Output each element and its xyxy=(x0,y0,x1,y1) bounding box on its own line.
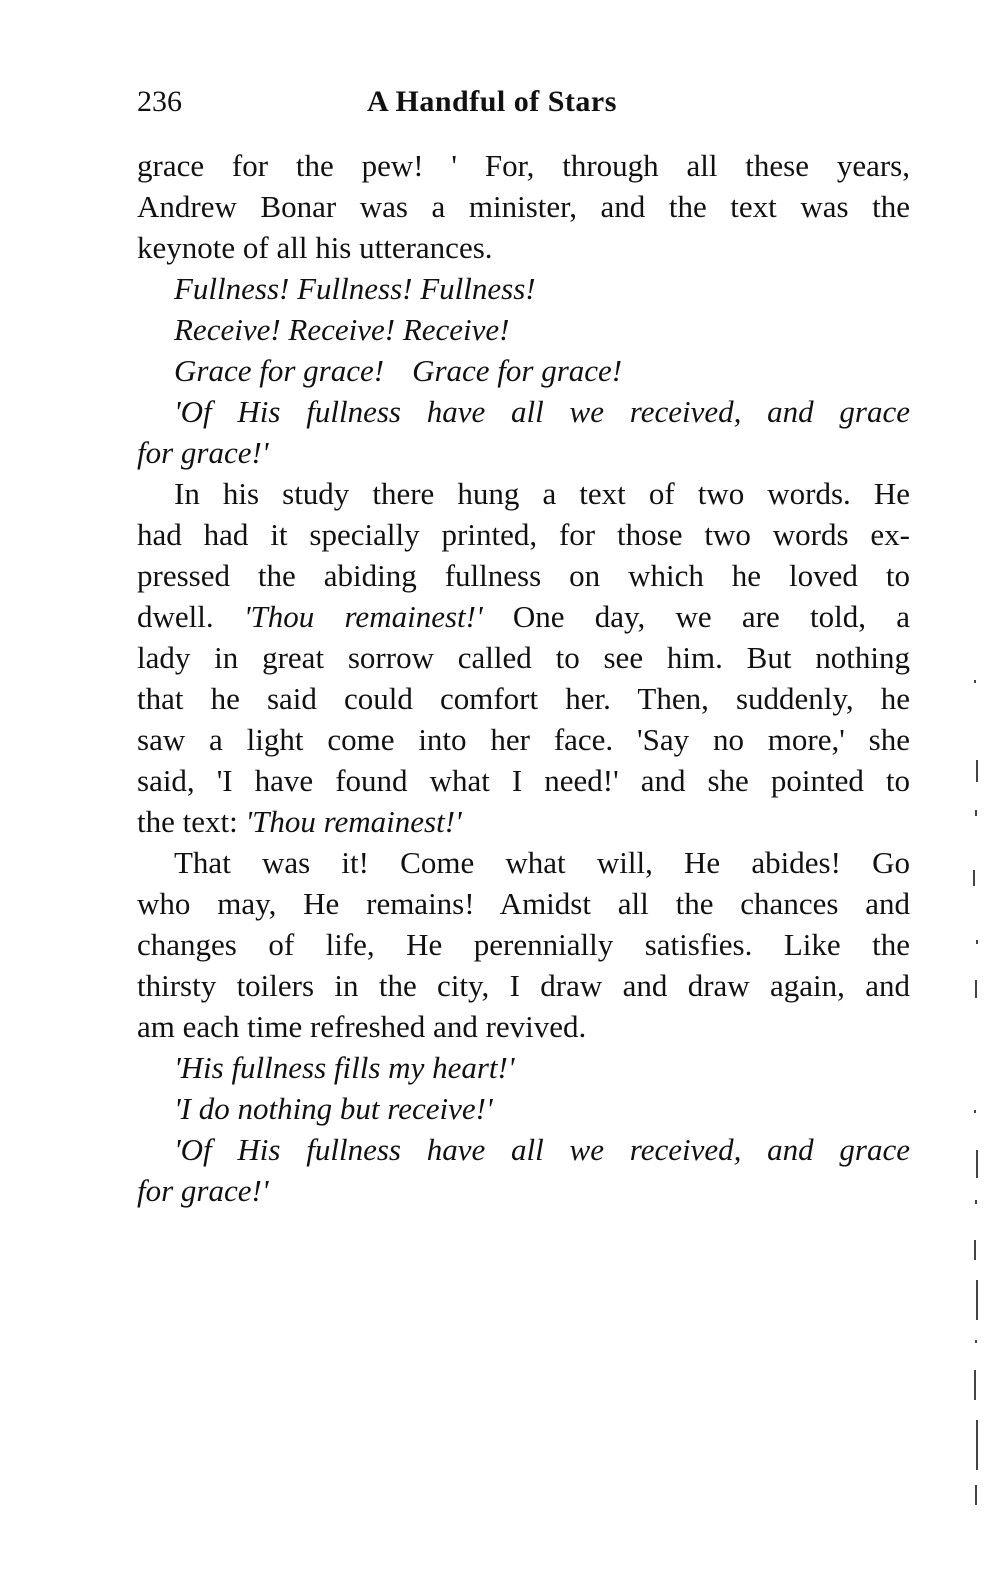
text-line: keynote of all his utterances. xyxy=(137,230,493,265)
italic-line: for grace!' xyxy=(137,435,269,470)
italic-line xyxy=(137,350,910,391)
text-line: grace for the pew! ' For, through all these years, xyxy=(137,148,910,183)
book-title: A Handful of Stars xyxy=(367,85,617,118)
italic-line: 'His fullness fills my heart!' xyxy=(174,1050,515,1085)
text-line: thirsty toilers in the city, I draw and draw again, and xyxy=(137,968,910,1003)
italic-line: Fullness! Fullness! Fullness! xyxy=(174,271,536,306)
text-line: had had it specially printed, for those two words ex- xyxy=(137,517,910,552)
margin-scan-specks xyxy=(966,640,986,1520)
italic-phrase: Grace for grace! xyxy=(412,353,623,388)
text-line: That was it! Come what will, He abides! Go xyxy=(174,845,910,880)
text-line: said, 'I have found what I need!' and she pointed to xyxy=(137,763,910,798)
text-fragment: dwell. xyxy=(137,599,214,634)
text-line: Andrew Bonar was a minister, and the text was the xyxy=(137,189,910,224)
text-line xyxy=(137,596,910,637)
italic-quote: 'Thou remainest!' xyxy=(243,599,483,634)
text-line: who may, He remains! Amidst all the chances and xyxy=(137,886,910,921)
italic-line: for grace!' xyxy=(137,1173,269,1208)
text-line: lady in great sorrow called to see him. But nothing xyxy=(137,640,910,675)
running-head xyxy=(137,78,910,126)
italic-quote: 'Thou remainest!' xyxy=(245,804,462,839)
page-number: 236 xyxy=(137,85,182,118)
italic-phrase: Grace for grace! xyxy=(174,353,385,388)
text-line: In his study there hung a text of two words. He xyxy=(174,476,910,511)
text-fragment: One day, we are told, a xyxy=(512,599,911,634)
italic-line: 'I do nothing but receive!' xyxy=(174,1091,493,1126)
text-line xyxy=(137,801,910,842)
italic-line: Receive! Receive! Receive! xyxy=(174,312,510,347)
italic-line: 'Of His fullness have all we received, and grace xyxy=(174,394,910,429)
text-line: pressed the abiding fullness on which he loved to xyxy=(137,558,910,593)
body-text xyxy=(137,145,910,1211)
text-line: am each time refreshed and revived. xyxy=(137,1009,587,1044)
text-fragment: the text: xyxy=(137,804,238,839)
italic-line: 'Of His fullness have all we received, and grace xyxy=(174,1132,910,1167)
text-line: that he said could comfort her. Then, suddenly, he xyxy=(137,681,910,716)
text-line: saw a light come into her face. 'Say no more,' she xyxy=(137,722,910,757)
text-line: changes of life, He perennially satisfies. Like the xyxy=(137,927,910,962)
